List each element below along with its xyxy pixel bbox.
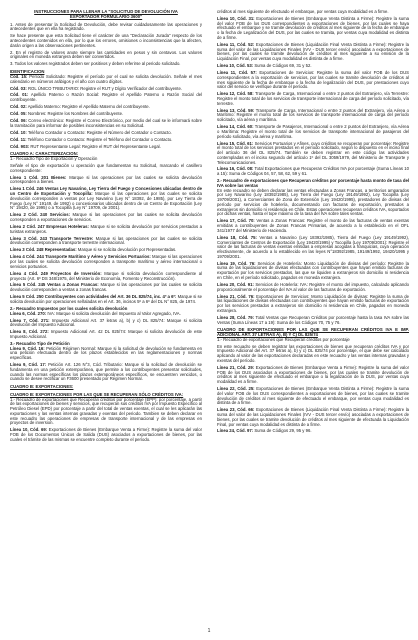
cuadro-b-subheading: CUADRO B: EXPORTACIONES POR LAS QUE SE RECUPERAN SÓLO CRÉDITOS IVA: [10,391,184,397]
paragraph: Cód. 05: Nombres: Registre los Nombres del contribuyente. [10,111,124,117]
paragraph: Línea 2 Cód. 247 Empresas Hoteleras: Marque si se solicita devolución por servicios prestados a turistas extranjeros. [10,224,203,234]
intro-section [10,23,202,68]
paragraph: Línea 18, Cód. 75: Ventas a Navarino (Ley 18392/1985), Tierra del Fuego (Ley 19149/1992), Comerciantes de Centros de Exportación (Ley 19420/1995) y Tocopilla (Ley 19709/2001): Registre el valor de las facturas de ventas exentas emitidas a empresas acogidas a franquicias, cuya operación efectivamente, de acuerdo a lo establecido en las leyes N°18392/1985, 19149/1992, 19420/1995 y 19709/2001. [217,234,409,259]
paragraph: Línea 21, Cód. 76: Exportaciones de Servicios: Monto Liquidación de divisas: Registre la suma de las liquidaciones de divisas efectuadas con contribuyentes que hayan emitido facturas de exportación por los servicios prestados a extranjeros sin domicilio ni residencia en Chile, pagados en moneda extranjera. [217,293,409,313]
recuadro-3-heading: 3.- Recuadro Tipo de Petición [10,340,70,346]
paragraph: Línea 11, Cód. 57: Exportaciones de Servicios: Registre la suma del valor FOB de los DUS correspondientes a la exportación de servicios, por las cuales se tramite devolución de créditos al mes siguiente de la fecha de embarque o la fecha de legalización del DUS, por prestaciones cuyo valor del servicio se verifique durante el período. [217,70,410,90]
paragraph: Línea 9, Cód. 16: Petición Régimen Normal: Marque si la solicitud de devolución se fundamenta en una petición efectuada dentro de los plazos establecidos en las reglamentaciones y normas específicas. [10,345,202,361]
paragraph: Línea 4 Cód. 244 Transporte Marítimo y Aéreo y Servicios Portuarios: Marque si las operaciones por las cuales se solicita devolución corresponden a transporte marítimo y aéreo internacional o servicios portuarios. [10,254,202,269]
paragraph: Línea 9, Cód. 17: Petición Art. 126 N°3, Cód. Tributario: Marque si la solicitud de devolución se fundamenta en una petición extemporánea, que permite a los contribuyentes presentar solicitudes, cuando las normas específicas los plazos extemporáneos específicos, se encuentren vencidos, o cuando se desee rectificar un F3600 presentado por Régimen Normal. [10,362,202,382]
paragraph: Cód. 903: RUT Representante Legal: Registre el RUT del Representante Legal. [10,143,161,149]
paragraph: Línea 10, Cód. 69: Exportaciones de Bienes (Embarque Venta a Firme): Registre la suma del valor FOB de los Documentos Únicos de Salida (DUS) asociados a exportaciones de bienes, por las cuales el trámite de las mismas se encuentre completo durante el período. [10,427,202,442]
paragraph: Línea 20, Cód. 91: Servicios de Hotelería: IVA: Registre el monto del impuesto, calculado aplicando proporcionalmente el porcentaje del IVA al valor de las facturas de exportación. [217,281,409,292]
document-title [10,10,202,20]
paragraph: créditos al mes siguiente de efectuado el embarque, por ventas cuya modalidad es a firme. [217,9,389,14]
paragraph: Cód. 11: Teléfono Contador o Contacto: Registre el Teléfono del Contador o Contacto. [10,136,173,142]
title-line-1: INSTRUCCIONES PARA LLENAR LA "SOLICITUD DE DEVOLUCIÓN IVA [34,9,178,14]
paragraph: Línea 23, Cód. 66: Exportaciones de Bienes (Liquidación Final Venta Distinta a Firme): Registre la suma del valor de las Liquidaciones Finales (IVV - DUS tercer envío) asociadas a exportaciones de bienes, por las cuales se tramite devolución de créditos al mes siguiente de efectuada la Liquidación Final, por ventas cuya modalidad es distinta de a firme. [217,407,409,427]
paragraph: Línea 3 Cód. 243 Transporte Terrestre: Marque si las operaciones por las cuales se solicita devolución corresponden a transporte terrestre internacional. [10,235,202,246]
paragraph: Línea 13, Cód. 59: Transporte de Carga, Internacional o entre 2 puntos del Extranjero, vía Aérea o Marítimo: Registre el monto total de los servicios de transporte internacional de carga del período solicitado, vía aérea y marítima. [217,107,409,123]
paragraph: Línea 5 Cód. 250 Contribuyentes con actividades del Art. 36 DL 825/74, inc. 4º a 6º: Marque si se solicita devolución por operaciones señaladas en el Art. 36, incisos 5º a 6º del DL N° 825, de 1974. [10,294,202,304]
right-top-section [217,10,409,177]
paragraph: Línea 14, Cód. 60: Transporte de Pasajeros, Internacional o entre 2 puntos del Extranjero, vía Aérea o Marítima: Registre el monto total de los servicios de transporte internacional de pasajeros del período solicitado, vía aérea y marítima. [217,124,409,139]
identificacion-section [10,75,202,150]
paragraph: 3. Todos los valores registrados deben ser positivos y deben referirse al periodo solicitado. [10,61,181,67]
paragraph: Cód. 06: Correo electrónico: Registre el Correo Electrónico, por medio del cual se le informará sobre la tramitación para informar de posibles inconsistencias en su Solicitud. [10,118,202,128]
paragraph: Línea 22, Cód. 25: Exportaciones de Bienes (Embarque Venta Distinta a Firme): Registre la suma del valor FOB de los DUS correspondientes a exportaciones de bienes, por las cuales se tramite devolución de créditos al mes siguiente de efectuado el embarque, por ventas cuya modalidad es distinta de a firme. [217,386,409,406]
paragraph: Línea 2 Cód. 240 Servicios: Marque si las operaciones por las cuales se solicita devolución corresponden a exportaciones de servicios. [10,212,202,223]
recuadro-2b-heading: 2.- Recuadro de exportaciones que Recuperan créditos por porcentaje hasta monto de tasa del IVA sobre las ventas [217,178,409,188]
paragraph: En este recuadro se deben declarar las ventas efectuadas a Zonas Francas, a territorios amparados por Ley Navarino (Ley 18392/1985), Ley Tierra del Fuego (Ley 19149/1992), Ley Tocopilla (Ley 19709/2001), a Comerciantes de Zona de Extensión (Ley 19420/1995), prestadores de divisas del período por servicios de hotelería, documentando con facturas de exportación, prestados a extranjeros sin domicilio ni residencia en Chile. Estas operaciones recuperan créditos IVA, soportados por dichas ventas, hasta el tope máximo de la tasa del IVA sobre tales ventas. [217,187,409,217]
paragraph: Línea 16, Cód. 08: Total Exportaciones que Recuperan Créditos IVA por porcentaje (Suma Líneas 10 a 15): Suma de Códigos 04, 57, 58, 62, 59 y 61. [217,166,409,177]
paragraph: Línea 10, Cód. 53: Suma de Códigos 69, 31 y 52. [217,63,312,69]
paragraph: Línea 11, Cód. 52: Exportaciones de Bienes (Liquidación Final Venta Distinta a Firme): Registre la suma del valor de las Liquidaciones Finales (IVV - DUS tercer envío) asociadas a exportaciones de bienes, por las cuales se tramite devolución de créditos al mes siguiente a su emisión de la Liquidación Final, por ventas cuya modalidad es distinta de a firme. [217,41,409,62]
recuadro-3-section [10,347,202,382]
paragraph: 2. En el registro de valores anote siempre las cantidades en pesos y sin centavos. Los valores originales en moneda extranjera deben ser convertidos. [10,49,202,60]
paragraph: Línea 1 Cód. 246 Ventas Ley Navarino, Ley Tierra del Fuego y Concesiones ubicadas dentro de un Centro de Exportación y Tocopilla: Marque si las operaciones por las cuales se solicita devolución corresponden a ventas por Ley Navarino (Ley N° 18392, de 1985), por Ley Tierra de Fuego (Ley N° 19149, de 1992) o concesionarios ubicados dentro de un Centro de Exportación (Ley N° 19420, de 1995) o a Tocopilla (Ley N° 19709, de 2001). [10,186,202,211]
paragraph: 1.- Recuadro Tipo de Exportación y Operación [10,156,98,162]
paragraph: Línea 6, Cód. 270: IVA: Marque si solicita devolución del Impuesto al Valor Agregado, IVA. [10,310,181,316]
paragraph: Línea 10, Cód. 31: Exportaciones de Bienes (Embarque Venta Distinta a Firme): Registre la suma del valor FOB de los DUS correspondientes a exportaciones de bienes, por las cuales se haya efectuado el embarque y se tramite devolución de créditos al mes siguiente de la fecha de embarque o la fecha de Legalización del DUS, por las cuales se tramita, por ventas cuya modalidad es distinta de a firme. [217,15,409,40]
paragraph: En este recuadro se deben registrar las exportaciones de bienes que recuperan créditos IVA y por Impuesto Adicional del Art. 37 letras a), b) y c) DL 825/74 por porcentaje, el que debe ser calculado aplicando al valor de las exportaciones declaradas en este recuadro y las ventas internas gravadas y exentas del período. [217,343,409,363]
left-column [10,10,202,445]
paragraph: Línea 24, Cód. 97: Suma de Códigos 29, 95 y 96. [217,428,312,434]
cuadro-a-section [10,157,202,305]
paragraph: Cód. 10: Teléfono Contador o Contacto: Registre el Número del Contador o Contacto. [10,129,172,135]
page-number: 1 [207,628,211,634]
cuadro-c-heading: CUADRO DE EXPORTACIONES POR LAS QUE SE RECUPERAN CRÉDITOS IVA E IMP. ADICIONAL ART. 37 LETRAS A), B) Y C) DL 825/74 [217,327,409,337]
paragraph: Cód. 03: ROL ÚNICO TRIBUTARIO: Registre el RUT y Dígito Verificador del contribuyente. [10,85,183,91]
paragraph: 1.- Recuadro de exportaciones que Recuperan créditos por porcentaje [217,336,350,342]
paragraph: 1.- Recuadro de exportaciones que Recuperan créditos por porcentaje (EPP): por porcentaje, a partir de las exportaciones de bienes y servicios, que recuperan sus créditos IVA por Impuesto Específico al Petróleo Diesel (EPD) por porcentaje a partir del total de ventas exentas, el cual se les aplicarán las exportaciones y las ventas internas gravadas y exentas del periodo. Tambien se deben declarar en este recuadro las operaciones de empresas de transporte internacional y de las empresas en proyectos de inversion. [10,396,202,426]
paragraph: Señale el tipo de exportación u operación que fundamentan su Solicitud, marcando el casillero correspondiente: [10,163,202,173]
cuadro-a-heading: CUADRO A: CARACTERIZACION: [10,151,79,157]
paragraph: Se hace presente que esta Solicitud tiene el carácter de una "Declaración Jurada" respecto de los antecedentes contenidos en ella, por lo que los errores, omisiones o inconsistencias que la afecten, darán origen a las observaciones pertinentes. [10,33,202,48]
paragraph: Línea 1 Cód. 201 Bienes: Marque si las operaciones por las cuales se solicita devolución corresponden a bienes. [10,174,202,185]
cuadro-b-heading: CUADRO B: EXPORTACIONES: [10,384,74,390]
paragraph: Línea 19, Cód. 76: Servicios de Hotelería: Monto Liquidación de divisas del período: Registre la suma de las liquidaciones de divisas efectuadas con contribuyentes que hayan emitido facturas de exportación por los servicios prestados, las que se liquiden a extranjeros sin domicilio ni residencia en Chile, en el período solicitado, pagados en moneda extranjera. [217,260,409,280]
paragraph: Línea 5 Cód. 245 Ventas a Zonas Francas: Marque si las operaciones por las cuales se solicita devolución corresponden a ventas a zonas francas. [10,282,202,293]
cuadro-b-section [10,398,202,443]
recuadro-2b-section [217,189,409,326]
paragraph: Línea 17, Cód. 70: Ventas a Zonas Francas: Registre el monto de las facturas de ventas exentas emitidas a contribuyentes de Zonas Francas Primarias, de acuerdo a lo establecido en el OFL 341/1977 del Ministerio de Hacienda. [217,218,409,233]
paragraph: Cód. 02: Apellido Materno: Registre el Apellido Materno del contribuyente. [10,104,150,110]
right-column [217,10,409,436]
paragraph: 1. Antes de presentar la Solicitud de Devolución, debe revisar cuidadosamente las operaciones y antecedentes que en ella ha registrado. [10,21,202,32]
paragraph: Línea 28, Cód. 79: Total Ventas que Recuperan Créditos por porcentaje hasta la tasa IVA sobre las Ventas (Suma Líneas 17 a 19): Suma de los Códigos 70, 75 y 76. [217,314,409,325]
paragraph: Línea 7, Cód. 271: Impuesto Adicional Art. 37 letras a), b) y c) DL 825/74: Marque si solicita devolución del Impuesto Adicional. [10,317,202,328]
paragraph: Línea 15, Cód. 61: Servicios Portuarios y Afines, cuyo créditos se recuperan por porcentaje: Registre el monto total de los servicios prestados en el período solicitado, según lo dispuesto en el inciso final del artículo 36 del DL 825/74. También se deben registrar en este código las actividades contempladas en el inciso segundo del artículo 1º del DL 3059/1979, del Ministerio de Transporte y Telecomunicaciones. [217,140,409,165]
recuadro-2-heading: 2.- Recuadro Impuestos por los cuales solicita devolución [10,305,128,311]
paragraph: Línea 3 Cód. 248 Representadas: Marque si se solicita devolución por Representadas. [10,247,177,253]
identificacion-heading: IDENTIFICACION [10,69,45,75]
paragraph: Línea 21, Cód. 29: Exportaciones de Bienes (Embarque Venta a Firme): Registre la suma del valor FOB de los DUS asociados a exportaciones de bienes, por las cuales se tramite devolución de créditos al mes siguiente de efectuado el embarque o la legalización de la DUS, por ventas cuya modalidad es a firme. [217,364,409,385]
paragraph: Línea 8, Cód. 272: Impuesto Adicional Art. 42 DL 825/74: Marque si solicita devolución de este Impuesto Adicional. [10,329,203,339]
paragraph: Cód. 01: Apellido Paterno o Razón Social: Registre el Apellido Paterno o Razón Social del contribuyente. [10,92,203,103]
paragraph: Línea 12, Cód. 58: Transporte de Carga, Internacional o entre 2 puntos del Extranjero, vía Terrestre: Registre el monto total de los servicios de transporte internacional de carga del período solicitado, vía terrestre. [217,91,410,106]
cuadro-c-section [217,338,409,434]
paragraph: Cód. 15: Período Solicitado: Registre el período por el cual se solicita devolución. Señale el mes calendario en números arábigos y el año con cuatro dígitos. [10,73,203,84]
title-line-2: EXPORTADOR FORMULARIO 3600" [69,13,143,19]
recuadro-2-section [10,312,202,340]
paragraph: Línea 4 Cód. 249 Proyectos de Inversión: Marque si solicita devolución correspondiente al proyecto (Art. 6º DS 348/1975, del Ministerio de Economía, Fomento y Reconstrucción). [10,270,202,281]
